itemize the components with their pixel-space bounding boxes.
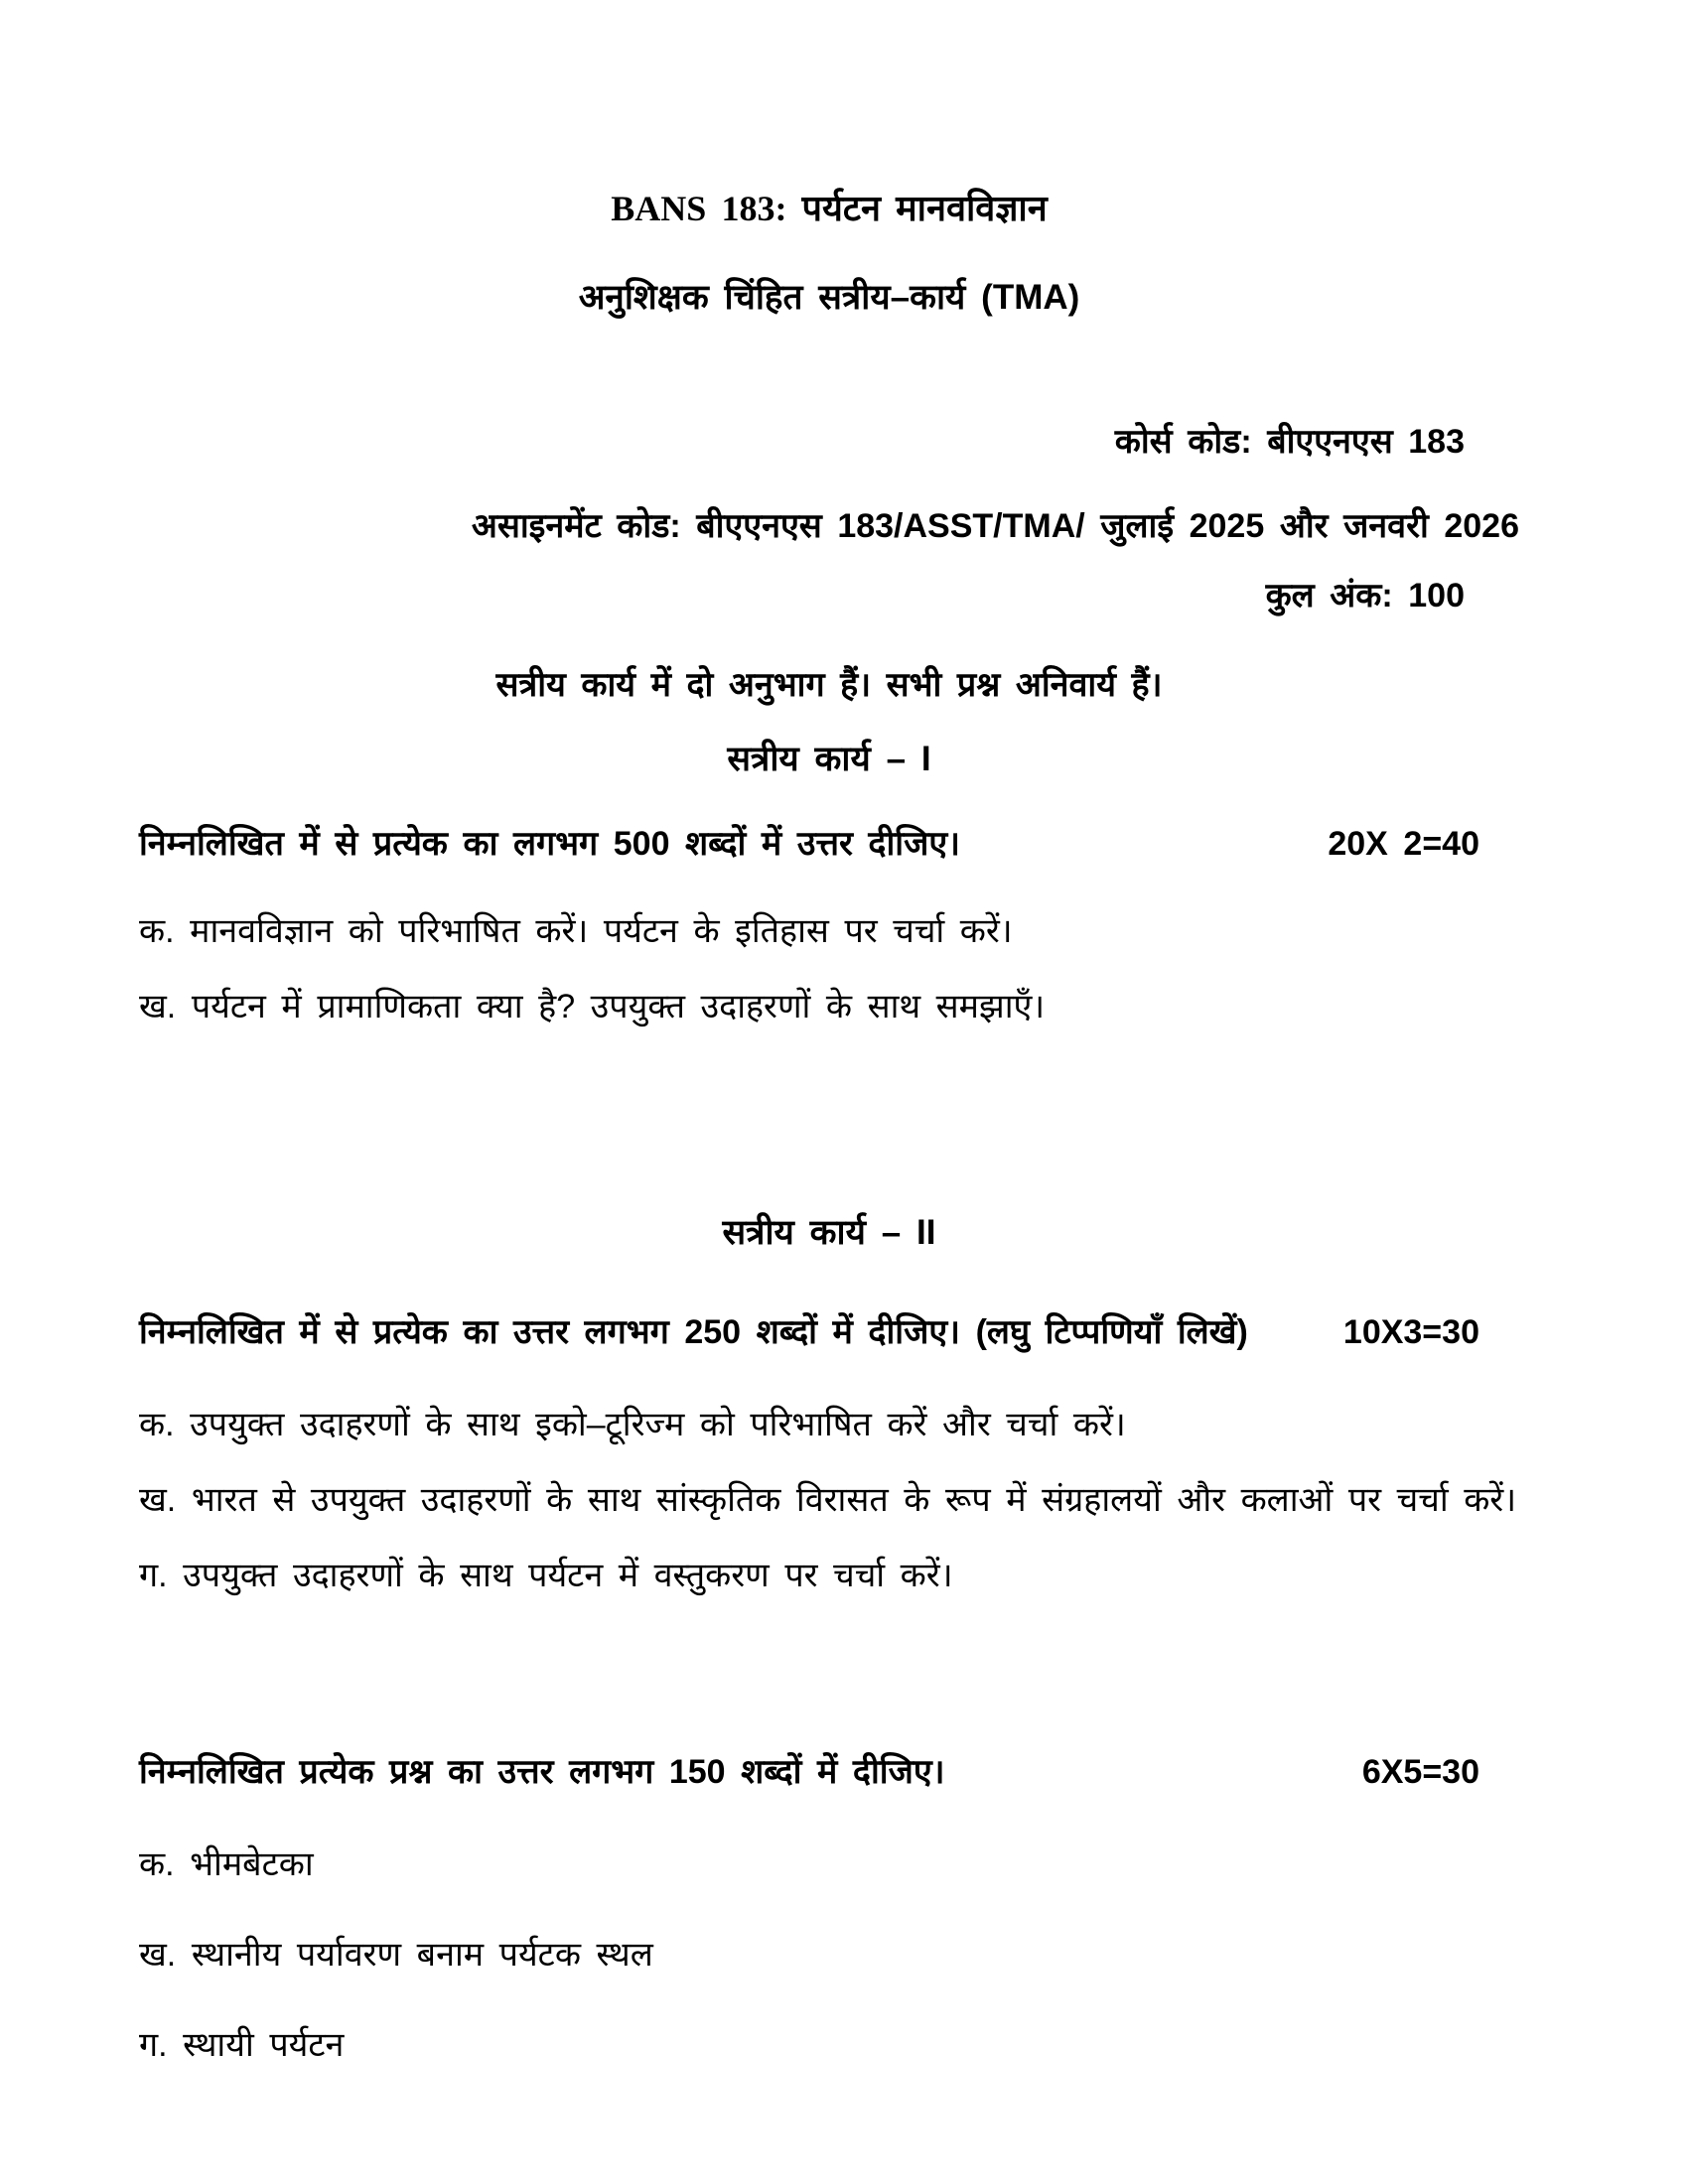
section-1-heading: सत्रीय कार्य – I	[727, 740, 931, 778]
section-2b-instruction-row	[139, 1747, 1519, 1797]
assignment-code: असाइनमेंट कोड: बीएएनएस 183/ASST/TMA/ जुलाई 2025 और जनवरी 2026	[471, 507, 1519, 545]
question-3-ka: क. भीमबेटका	[139, 1845, 314, 1883]
document-subtitle: अनुशिक्षक चिंहित सत्रीय–कार्य (TMA)	[578, 278, 1080, 317]
section-1-instruction: निम्नलिखित में से प्रत्येक का लगभग 500 शब्दों में उत्तर दीजिए।	[139, 825, 961, 863]
section-1-instruction-row	[139, 819, 1519, 869]
section-2-marks: 10X3=30	[1342, 1313, 1479, 1351]
question-1-kha: ख. पर्यटन में प्रामाणिकता क्या है? उपयुक्त उदाहरणों के साथ समझाएँ।	[139, 988, 1046, 1025]
section-2b-marks: 6X5=30	[1361, 1753, 1479, 1791]
section-2-heading: सत्रीय कार्य – II	[722, 1213, 936, 1252]
question-2-kha: ख. भारत से उपयुक्त उदाहरणों के साथ सांस्कृतिक विरासत के रूप में संग्रहालयों और कलाओं पर चर्चा करें।	[139, 1481, 1517, 1519]
section-2-instruction: निम्नलिखित में से प्रत्येक का उत्तर लगभग 250 शब्दों में दीजिए। (लघु टिप्पणियाँ लिखें)	[139, 1313, 1248, 1351]
document-title: BANS 183: पर्यटन मानवविज्ञान	[611, 189, 1048, 228]
course-code: कोर्स कोड: बीएएनएस 183	[1114, 423, 1465, 461]
section-2b-instruction: निम्नलिखित प्रत्येक प्रश्न का उत्तर लगभग 150 शब्दों में दीजिए।	[139, 1753, 945, 1791]
question-3-ga: ग. स्थायी पर्यटन	[139, 2026, 345, 2064]
question-2-ka: क. उपयुक्त उदाहरणों के साथ इको–टूरिज्म को परिभाषित करें और चर्चा करें।	[139, 1406, 1126, 1443]
total-marks: कुल अंक: 100	[1265, 577, 1465, 614]
question-1-ka: क. मानवविज्ञान को परिभाषित करें। पर्यटन के इतिहास पर चर्चा करें।	[139, 912, 1013, 950]
question-2-ga: ग. उपयुक्त उदाहरणों के साथ पर्यटन में वस्तुकरण पर चर्चा करें।	[139, 1557, 953, 1594]
general-note: सत्रीय कार्य में दो अनुभाग हैं। सभी प्रश्न अनिवार्य हैं।	[495, 666, 1163, 704]
section-2-instruction-row	[139, 1307, 1519, 1357]
section-1-marks: 20X 2=40	[1328, 825, 1479, 863]
question-3-kha: ख. स्थानीय पर्यावरण बनाम पर्यटक स्थल	[139, 1936, 653, 1974]
